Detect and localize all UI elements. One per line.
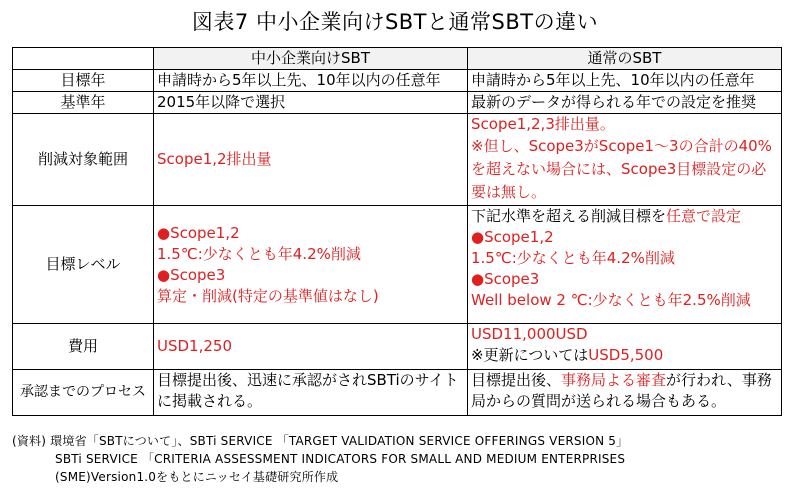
row-label: 削減対象範囲 [13, 114, 154, 206]
table-row [13, 114, 782, 206]
process-highlight: 事務局よる審査 [561, 371, 667, 389]
scope-note: ※但し、Scope3がScope1～3の合計の40%を超えない場合には、Scope3目標設定の必要は無し。 [471, 137, 772, 201]
cell-sme [154, 114, 468, 206]
process-text [471, 370, 781, 412]
header-sme-sbt: 中小企業向けSBT [154, 48, 468, 70]
level-item: Well below 2 ℃:少なくとも年2.5%削減 [471, 291, 751, 309]
cell-sme [154, 370, 468, 416]
level-intro [471, 206, 781, 227]
process-text-b: が行われ、事務局からの質問が送られる場合もある。 [471, 371, 772, 410]
cell-standard: 最新のデータが得られる年での設定を推奨 [468, 92, 782, 114]
row-label: 承認までのプロセス [13, 370, 154, 416]
source-note-line: (資料) 環境省「SBTについて」、SBTi SERVICE 「TARGET VALIDATION SERVICE OFFERINGS VERSION 5」 [12, 434, 629, 448]
cell-sme [154, 206, 468, 324]
cost-note [471, 345, 781, 366]
table-row [13, 70, 782, 92]
level-item: 1.5℃:少なくとも年4.2%削減 [471, 249, 675, 267]
level-item: ●Scope1,2 [471, 228, 554, 246]
cell-standard [468, 370, 782, 416]
level-item: 1.5℃:少なくとも年4.2%削減 [157, 244, 361, 263]
header-corner [13, 48, 154, 70]
cell-sme: 2015年以降で選択 [154, 92, 468, 114]
cell-standard: 申請時から5年以上先、10年以内の任意年 [468, 70, 782, 92]
cost-value: USD11,000USD [471, 325, 588, 343]
level-item: 算定・削減(特定の基準値はなし) [157, 286, 379, 305]
table-row [13, 324, 782, 370]
header-standard-sbt: 通常のSBT [468, 48, 782, 70]
cost-note-text: ※更新については [471, 346, 589, 364]
process-text-a: 目標提出後、 [471, 371, 562, 389]
cell-standard [468, 324, 782, 370]
table-row [13, 370, 782, 416]
level-intro-highlight: 任意で設定 [666, 207, 742, 225]
source-note-line: (SME)Version1.0をもとにニッセイ基礎研究所作成 [55, 470, 339, 484]
table-row [13, 206, 782, 324]
level-intro-text: 下記水準を超える削減目標を [471, 207, 667, 225]
scope-text: Scope1,2,3排出量。 [471, 115, 615, 133]
row-label: 目標年 [13, 70, 154, 92]
process-text: 目標提出後、迅速に承認がされSBTiのサイトに掲載される。 [157, 371, 459, 410]
source-note-line: SBTi SERVICE 「CRITERIA ASSESSMENT INDICATORS FOR SMALL AND MEDIUM ENTERPRISES [55, 452, 626, 466]
cost-value: USD1,250 [157, 337, 232, 355]
comparison-table [12, 47, 782, 416]
cost-note-value: USD5,500 [588, 346, 664, 364]
page-title: 図表7 中小企業向けSBTと通常SBTの違い [191, 10, 599, 34]
level-item: ●Scope3 [471, 270, 540, 288]
table-header-row [13, 48, 782, 70]
row-label: 基準年 [13, 92, 154, 114]
table-row [13, 92, 782, 114]
cell-sme: 申請時から5年以上先、10年以内の任意年 [154, 70, 468, 92]
cell-standard [468, 206, 782, 324]
row-label: 費用 [13, 324, 154, 370]
level-item: ●Scope1,2 [157, 223, 240, 242]
source-notes [12, 432, 628, 486]
level-item: ●Scope3 [157, 265, 226, 284]
cell-standard [468, 114, 782, 206]
cell-sme [154, 324, 468, 370]
row-label: 目標レベル [13, 206, 154, 324]
scope-text: Scope1,2排出量 [157, 150, 272, 168]
